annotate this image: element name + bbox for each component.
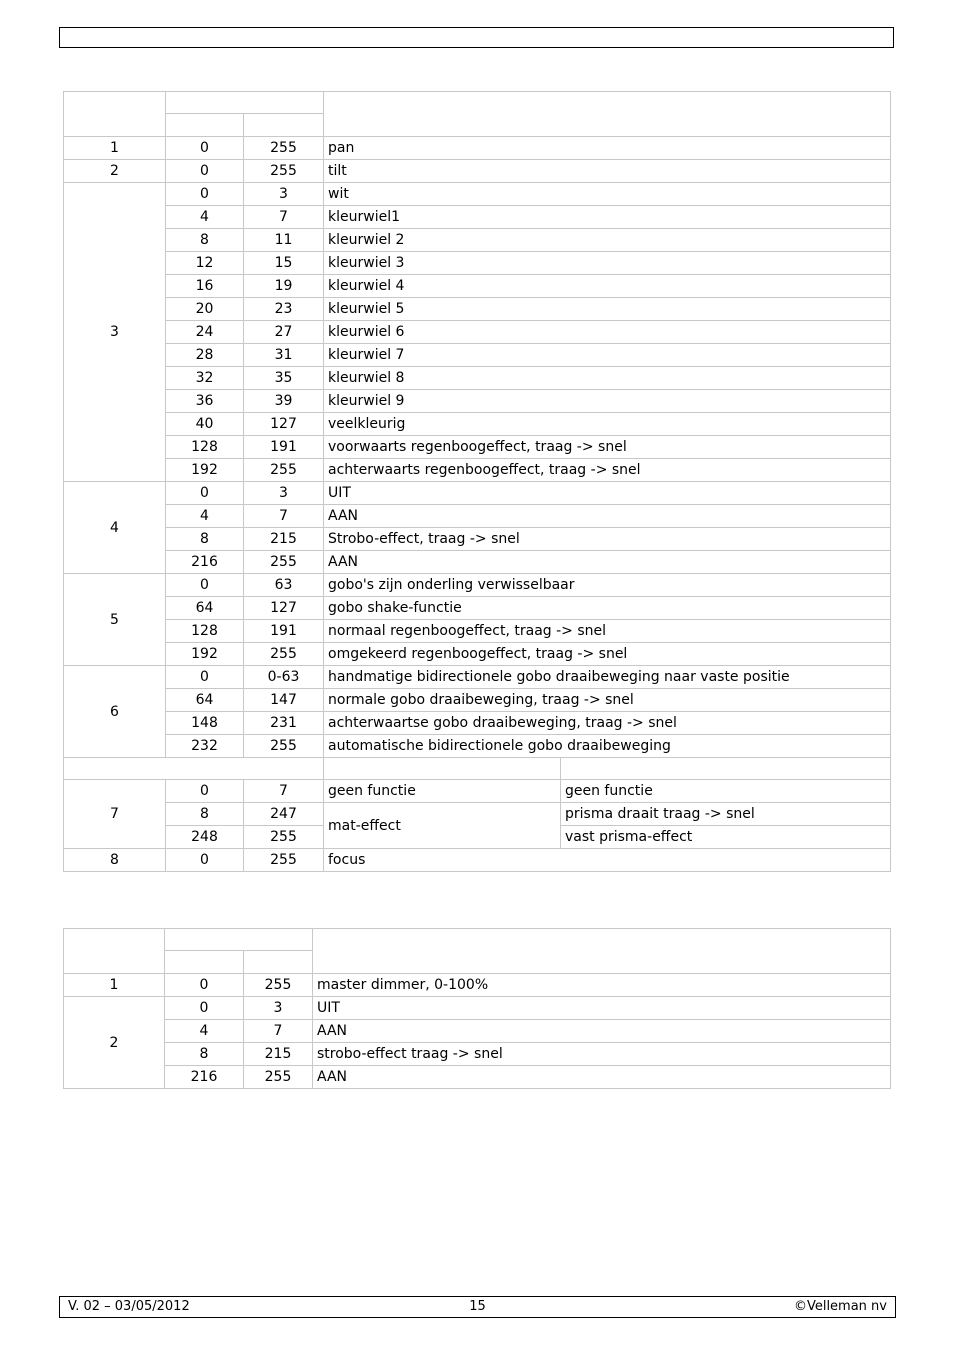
table-row [64, 689, 891, 712]
max-cell: 31 [244, 344, 324, 367]
max-cell: 127 [244, 413, 324, 436]
footer-version: V. 02 – 03/05/2012 [68, 1299, 190, 1314]
max-cell: 147 [244, 689, 324, 712]
max-cell: 255 [244, 735, 324, 758]
min-cell: 4 [166, 505, 244, 528]
min-cell: 0 [166, 666, 244, 689]
max-cell: 39 [244, 390, 324, 413]
max-cell: 7 [244, 780, 324, 803]
min-cell: 0 [166, 849, 244, 872]
channel-cell: 2 [64, 997, 165, 1089]
max-cell: 191 [244, 436, 324, 459]
table-header-row [64, 92, 891, 114]
min-cell: 64 [166, 689, 244, 712]
function-cell: tilt [324, 160, 891, 183]
min-cell: 0 [166, 183, 244, 206]
max-cell: 255 [244, 849, 324, 872]
function-cell: wit [324, 183, 891, 206]
table-row [64, 321, 891, 344]
table-row [64, 1043, 891, 1066]
function-cell: kleurwiel 2 [324, 229, 891, 252]
table-row [64, 505, 891, 528]
function-cell: kleurwiel 5 [324, 298, 891, 321]
min-cell: 16 [166, 275, 244, 298]
table-row [64, 137, 891, 160]
table-row [64, 997, 891, 1020]
function-cell: normale gobo draaibeweging, traag -> snel [324, 689, 891, 712]
min-cell: 232 [166, 735, 244, 758]
page-footer [59, 1296, 896, 1318]
table-row [64, 160, 891, 183]
function-cell: kleurwiel 6 [324, 321, 891, 344]
max-cell: 255 [244, 160, 324, 183]
function-cell: handmatige bidirectionele gobo draaibeweging naar vaste positie [324, 666, 891, 689]
function-cell: pan [324, 137, 891, 160]
max-cell: 191 [244, 620, 324, 643]
min-cell: 8 [166, 803, 244, 826]
table-row [64, 620, 891, 643]
min-cell: 64 [166, 597, 244, 620]
max-cell: 7 [244, 505, 324, 528]
header-cell-channel [64, 929, 165, 974]
table-row [64, 597, 891, 620]
min-cell: 0 [166, 137, 244, 160]
min-cell: 40 [166, 413, 244, 436]
max-cell: 7 [244, 206, 324, 229]
min-cell: 12 [166, 252, 244, 275]
table-row [64, 643, 891, 666]
header-cell-min [165, 951, 244, 974]
max-cell: 255 [244, 551, 324, 574]
table-row [64, 390, 891, 413]
max-cell: 23 [244, 298, 324, 321]
min-cell: 0 [165, 974, 244, 997]
function-cell: geen functie [324, 780, 561, 803]
table-row [64, 1020, 891, 1043]
table-row [64, 1066, 891, 1089]
min-cell: 8 [165, 1043, 244, 1066]
channel-cell: 6 [64, 666, 166, 758]
min-cell: 216 [166, 551, 244, 574]
table-row [64, 551, 891, 574]
channel-cell: 1 [64, 974, 165, 997]
function-cell: master dimmer, 0-100% [313, 974, 891, 997]
function-cell: UIT [313, 997, 891, 1020]
min-cell: 0 [166, 160, 244, 183]
function-cell: AAN [324, 505, 891, 528]
max-cell: 11 [244, 229, 324, 252]
function-cell: focus [324, 849, 891, 872]
function-cell: AAN [313, 1020, 891, 1043]
min-cell: 0 [166, 780, 244, 803]
max-cell: 255 [244, 137, 324, 160]
subheader-cell-right [561, 758, 891, 780]
header-cell-min [166, 114, 244, 137]
footer-page-number: 15 [469, 1299, 486, 1314]
function-cell: gobo shake-functie [324, 597, 891, 620]
table-row [64, 344, 891, 367]
max-cell: 255 [244, 1066, 313, 1089]
header-cell-value [166, 92, 324, 114]
min-cell: 4 [166, 206, 244, 229]
max-cell: 255 [244, 826, 324, 849]
subheader-cell-mid [324, 758, 561, 780]
table-row [64, 528, 891, 551]
function-cell: gobo's zijn onderling verwisselbaar [324, 574, 891, 597]
max-cell: 255 [244, 643, 324, 666]
dmx-channel-table-1 [63, 91, 891, 872]
min-cell: 0 [165, 997, 244, 1020]
page-header-box [59, 27, 894, 48]
max-cell: 215 [244, 528, 324, 551]
dmx-channel-table-2 [63, 928, 891, 1089]
table-row [64, 574, 891, 597]
channel-cell: 5 [64, 574, 166, 666]
table-row [64, 367, 891, 390]
max-cell: 255 [244, 459, 324, 482]
max-cell: 215 [244, 1043, 313, 1066]
function-cell: normaal regenboogeffect, traag -> snel [324, 620, 891, 643]
footer-copyright: ©Velleman nv [793, 1299, 887, 1314]
min-cell: 8 [166, 229, 244, 252]
header-cell-function [313, 929, 891, 974]
table-row [64, 229, 891, 252]
table-row [64, 849, 891, 872]
table-row [64, 252, 891, 275]
function-cell: achterwaartse gobo draaibeweging, traag -> snel [324, 712, 891, 735]
table-row [64, 712, 891, 735]
max-cell: 7 [244, 1020, 313, 1043]
table-row [64, 413, 891, 436]
table-subheader-row [64, 758, 891, 780]
min-cell: 216 [165, 1066, 244, 1089]
subheader-cell-left [64, 758, 324, 780]
table-row [64, 974, 891, 997]
function-cell: kleurwiel 9 [324, 390, 891, 413]
channel-cell: 3 [64, 183, 166, 482]
header-cell-channel [64, 92, 166, 137]
function-cell: veelkleurig [324, 413, 891, 436]
min-cell: 36 [166, 390, 244, 413]
min-cell: 4 [165, 1020, 244, 1043]
max-cell: 35 [244, 367, 324, 390]
min-cell: 192 [166, 643, 244, 666]
min-cell: 20 [166, 298, 244, 321]
function-cell: kleurwiel 3 [324, 252, 891, 275]
function-cell-secondary: geen functie [561, 780, 891, 803]
max-cell: 255 [244, 974, 313, 997]
function-cell: kleurwiel1 [324, 206, 891, 229]
table-row [64, 780, 891, 803]
min-cell: 0 [166, 574, 244, 597]
function-cell: automatische bidirectionele gobo draaibeweging [324, 735, 891, 758]
table-row [64, 206, 891, 229]
function-cell: kleurwiel 4 [324, 275, 891, 298]
table-row [64, 666, 891, 689]
max-cell: 231 [244, 712, 324, 735]
table-row [64, 275, 891, 298]
header-cell-max [244, 951, 313, 974]
table-row [64, 298, 891, 321]
max-cell: 3 [244, 482, 324, 505]
min-cell: 0 [166, 482, 244, 505]
function-cell: kleurwiel 8 [324, 367, 891, 390]
table-row [64, 482, 891, 505]
min-cell: 24 [166, 321, 244, 344]
min-cell: 28 [166, 344, 244, 367]
table-row [64, 735, 891, 758]
max-cell: 63 [244, 574, 324, 597]
max-cell: 0-63 [244, 666, 324, 689]
max-cell: 19 [244, 275, 324, 298]
function-cell: omgekeerd regenboogeffect, traag -> snel [324, 643, 891, 666]
min-cell: 32 [166, 367, 244, 390]
max-cell: 127 [244, 597, 324, 620]
min-cell: 192 [166, 459, 244, 482]
header-cell-value [165, 929, 313, 951]
function-cell: mat-effect [324, 803, 561, 849]
function-cell-secondary: vast prisma-effect [561, 826, 891, 849]
table-row [64, 459, 891, 482]
channel-cell: 2 [64, 160, 166, 183]
max-cell: 247 [244, 803, 324, 826]
max-cell: 27 [244, 321, 324, 344]
function-cell: strobo-effect traag -> snel [313, 1043, 891, 1066]
min-cell: 128 [166, 436, 244, 459]
function-cell: kleurwiel 7 [324, 344, 891, 367]
table-row [64, 803, 891, 826]
function-cell: AAN [313, 1066, 891, 1089]
table-row [64, 436, 891, 459]
channel-cell: 4 [64, 482, 166, 574]
channel-cell: 8 [64, 849, 166, 872]
function-cell: voorwaarts regenboogeffect, traag -> snel [324, 436, 891, 459]
max-cell: 3 [244, 997, 313, 1020]
function-cell: UIT [324, 482, 891, 505]
function-cell: AAN [324, 551, 891, 574]
min-cell: 248 [166, 826, 244, 849]
min-cell: 8 [166, 528, 244, 551]
table-header-row [64, 929, 891, 951]
min-cell: 148 [166, 712, 244, 735]
channel-cell: 1 [64, 137, 166, 160]
header-cell-max [244, 114, 324, 137]
header-cell-function [324, 92, 891, 137]
max-cell: 15 [244, 252, 324, 275]
function-cell-secondary: prisma draait traag -> snel [561, 803, 891, 826]
function-cell: achterwaarts regenboogeffect, traag -> snel [324, 459, 891, 482]
function-cell: Strobo-effect, traag -> snel [324, 528, 891, 551]
table-row [64, 183, 891, 206]
max-cell: 3 [244, 183, 324, 206]
min-cell: 128 [166, 620, 244, 643]
channel-cell: 7 [64, 780, 166, 849]
